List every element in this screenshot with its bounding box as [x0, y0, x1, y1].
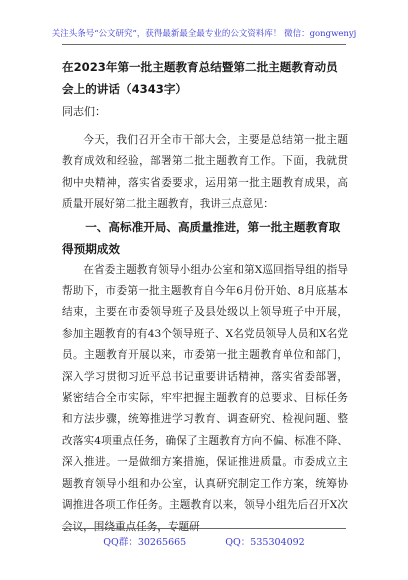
footer-qq-group: QQ群：30265665 [103, 537, 187, 548]
footer-divider [62, 528, 346, 529]
paragraph-intro: 今天，我们召开全市干部大会，主要是总结第一批主题教育成效和经验，部署第二批主题教育工作。下面，我就贯彻中央精神，落实省委要求，运用第一批主题教育成果，高质量开展好第二批主题教育，我讲三点意见： [62, 134, 348, 211]
header-divider [62, 44, 346, 45]
page-header [0, 0, 408, 39]
document-title: 在2023年第一批主题教育总结暨第二批主题教育动员会上的讲话（4343字） [62, 60, 338, 96]
section-heading-1: 一、高标准开局、高质量推进，第一批主题教育取得预期成效 [62, 219, 341, 256]
salutation: 同志们： [62, 105, 106, 118]
footer-qq: QQ：535304092 [225, 537, 305, 548]
page-footer [0, 534, 408, 548]
paragraph-section-1: 在省委主题教育领导小组办公室和第X巡回指导组的指导帮助下，市委第一批主题教育自今年6月份开始、8月底基本结束，主要在市委领导班子及县处级以上领导班子中开展，参加主题教育的有43个领导班子、X名党员领导人员和X名党员。主题教育开展以来，市委第一批主题教育单位和部门，深入学习贯彻习近平总书记重要讲话精神，落实省委部署，紧密结合全市实际，牢牢把握主题教育的总要求、目标任务和方法步骤，统筹推进学习教育、调查研究、检视问题、整改落实4项重点任务，确保了主题教育方向不偏、标准不降、深入推进。一是做细方案措施，保证推进质量。市委成立主题教育领导小组和办公室，认真研究制定工作方案，统筹协调推进各项工作任务。主题教育以来，领导小组先后召开X次会议，围绕重点任务，专题研 [62, 263, 348, 533]
document-body [62, 56, 348, 538]
header-text: 关注头条号“公文研究”，获得最新最全最专业的公文资料库！ 微信：gongwenyj [51, 29, 357, 39]
